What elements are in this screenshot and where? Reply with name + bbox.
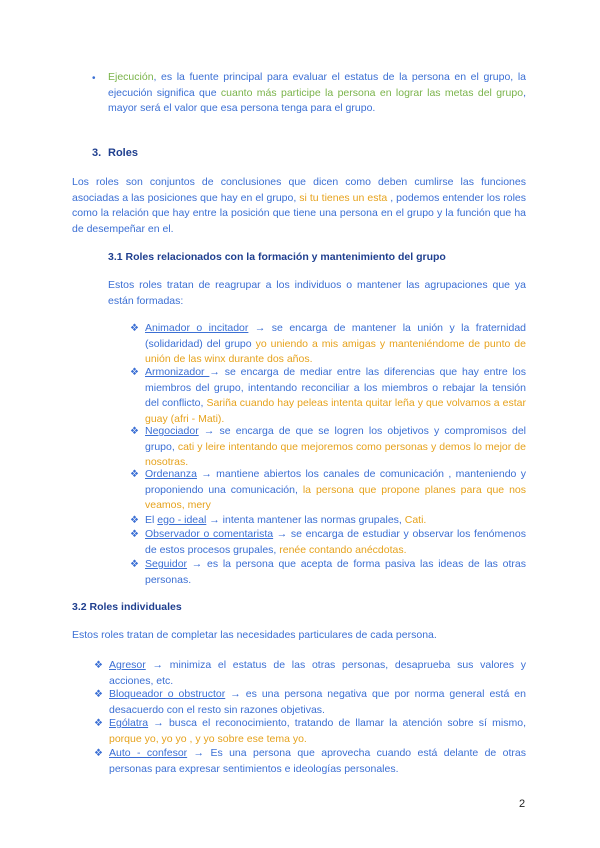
role-description: → se encarga de mantener la unión y la fraternidad (solidaridad) del grupo [145,322,526,350]
role-term: Ególatra [109,717,149,729]
section-3-number: 3. [92,147,102,159]
section-3-2-intro: Estos roles tratan de completar las necesidades particulares de cada persona. [72,629,437,641]
role-item [145,424,526,471]
role-item [145,467,526,514]
diamond-bullet-icon: ❖ [130,426,139,437]
role-comment: Sariña cuando hay peleas intenta quitar leña y que volvamos a estar guay (afri - Mati). [145,397,526,425]
role-description: → es la persona que acepta de forma pasiva las ideas de las otras personas. [145,558,526,586]
role-term: Auto - confesor [109,747,188,759]
diamond-bullet-icon: ❖ [94,748,103,759]
role-comment: Cati. [404,514,427,526]
role-item [145,365,526,427]
role-description: → busca el reconocimiento, tratando de llamar la atención sobre sí mismo, [148,717,526,729]
section-3-1-title: 3.1 Roles relacionados con la formación y mantenimiento del grupo [108,251,446,263]
bullet-icon: • [92,73,96,84]
role-comment: yo uniendo a mis amigas y manteniéndome de punto de unión de las winx durante dos años. [145,337,526,365]
role-comment: renée contando anécdotas. [279,543,407,556]
diamond-bullet-icon: ❖ [130,559,139,570]
role-term: Ordenanza [145,468,197,480]
role-term: Negociador [145,425,199,437]
diamond-bullet-icon: ❖ [130,529,139,540]
role-term: Agresor [109,659,146,671]
role-description: → mantiene abiertos los canales de comunicación , manteniendo y proponiendo una comunicación, [145,468,526,496]
role-comment: cati y leire intentando que mejoremos como personas y demos lo mejor de nosotras. [145,440,526,468]
role-item [109,746,526,777]
section-3-title: Roles [108,147,138,159]
page-number: 2 [519,798,526,810]
role-description: → se encarga de estudiar y observar los fenómenos de estos procesos grupales, [145,528,526,556]
role-description: → minimiza el estatus de las otras personas, desaprueba sus valores y acciones, etc. [109,659,526,687]
role-description: → es una persona negativa que por norma general está en desacuerdo con el resto sin razones objetivas. [109,688,526,716]
role-term: Bloqueador o obstructor [109,688,226,700]
role-term: Animador o incitador [145,322,249,334]
diamond-bullet-icon: ❖ [130,515,139,526]
diamond-bullet-icon: ❖ [94,689,103,700]
role-term: ego - ideal [157,514,207,526]
diamond-bullet-icon: ❖ [130,469,139,480]
role-term: Seguidor [145,558,188,570]
section-3-2-title: 3.2 Roles individuales [72,601,182,613]
role-term: Observador o comentarista [145,528,274,540]
role-term: Armonizador [145,366,210,378]
role-description: → intenta mantener las normas grupales, [206,514,405,526]
role-item [109,687,526,718]
role-item [109,716,526,747]
role-description: → se encarga de que se logren los objetivos y compromisos del grupo, [145,425,526,453]
role-item: El ego - ideal → intenta mantener las normas grupales, Cati. [145,514,427,526]
role-description: → Es una persona que aprovecha cuando está delante de otras personas para expresar sentimientos e ideologías personales. [109,747,527,775]
diamond-bullet-icon: ❖ [94,718,103,729]
role-description: → se encarga de mediar entre las diferencias que hay entre los miembros del grupo, intentando reconciliar a los miembros o rebajar la tensión del conflicto, [145,366,526,409]
diamond-bullet-icon: ❖ [94,660,103,671]
role-comment: la persona que propone planes para que nos veamos, mery [145,483,526,511]
diamond-bullet-icon: ❖ [130,367,139,378]
diamond-bullet-icon: ❖ [130,323,139,334]
execution-term: Ejecución [108,71,154,83]
role-comment: porque yo, yo yo , y yo sobre ese tema yo. [109,732,307,745]
section-3-1-intro: Estos roles tratan de reagrupar a los individuos o mantener las agrupaciones que ya están formadas: [108,279,526,307]
role-item [109,658,526,689]
role-item [145,527,526,558]
role-item [145,321,526,368]
roles-paragraph: Los roles son conjuntos de conclusiones que dicen como deben cumlirse las funciones asociadas a las posiciones que hay en el grupo, si tu tienes un esta , podemos entender los roles como la relación que hay entre la posición que tiene una persona en el grupo y la función que ha de desempeñar en el. [72,176,526,235]
role-item [145,557,526,588]
execution-paragraph: Ejecución, es la fuente principal para evaluar el estatus de la persona en el grupo, la ejecución significa que cuanto más participe la persona en lograr las metas del grupo, mayor será el valor que esa persona tenga para el grupo. [108,71,526,114]
